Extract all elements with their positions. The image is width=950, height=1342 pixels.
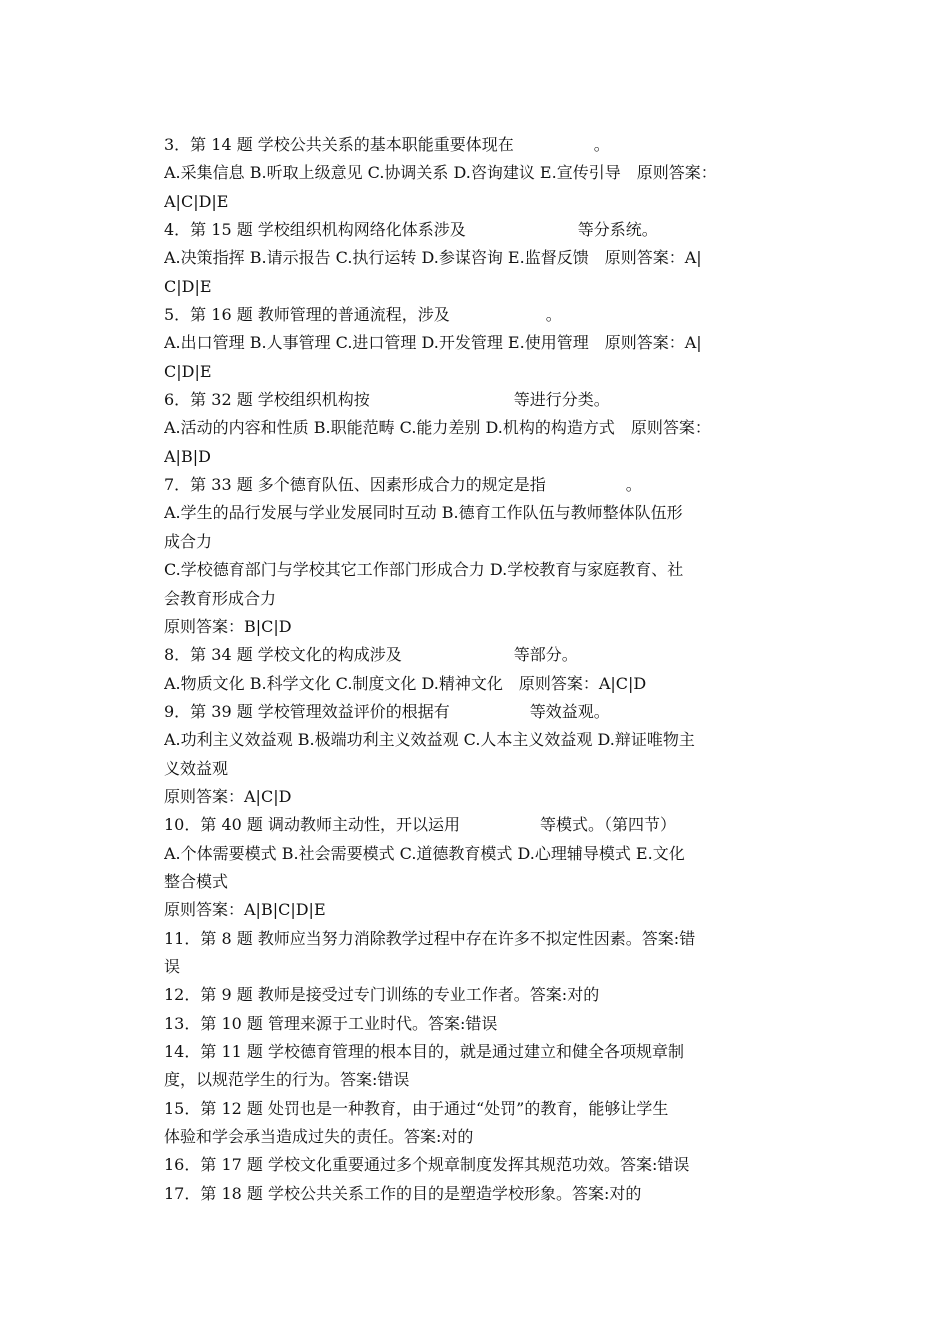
question-12-text: 12．第 9 题 教师是接受过专门训练的专业工作者。答案:对的 (164, 985, 600, 1005)
question-9-options-line: A.功利主义效益观 B.极端功利主义效益观 C.人本主义效益观 D.辩证唯物主 (164, 730, 695, 750)
question-5-text: 5．第 16 题 教师管理的普通流程，涉及 。 (164, 305, 562, 325)
question-7-text: 7．第 33 题 多个德育队伍、因素形成合力的规定是指 。 (164, 475, 642, 495)
question-11-text: 11．第 8 题 教师应当努力消除教学过程中存在许多不拟定性因素。答案:错 (164, 928, 696, 948)
question-9-text: 9．第 39 题 学校管理效益评价的根据有 等效益观。 (164, 701, 610, 721)
question-5-options: A.出口管理 B.人事管理 C.进口管理 D.开发管理 E.使用管理 原则答案：A| (164, 333, 702, 353)
question-9-answer: 原则答案：A|C|D (164, 786, 292, 806)
question-4-text: 4．第 15 题 学校组织机构网络化体系涉及 等分系统。 (164, 220, 658, 240)
question-8-options: A.物质文化 B.科学文化 C.制度文化 D.精神文化 原则答案：A|C|D (164, 673, 647, 693)
question-15-text: 15．第 12 题 处罚也是一种教育，由于通过“处罚”的教育，能够让学生 (164, 1098, 669, 1118)
question-4-options: A.决策指挥 B.请示报告 C.执行运转 D.参谋咨询 E.监督反馈 原则答案：A| (164, 248, 702, 268)
question-6-text: 6．第 32 题 学校组织机构按 等进行分类。 (164, 390, 610, 410)
question-9-options-line: 义效益观 (164, 758, 229, 778)
question-14-text: 14．第 11 题 学校德育管理的根本目的，就是通过建立和健全各项规章制 (164, 1042, 684, 1061)
question-6-options: A.活动的内容和性质 B.职能范畴 C.能力差别 D.机构的构造方式 原则答案： (164, 418, 711, 438)
question-16-text: 16．第 17 题 学校文化重要通过多个规章制度发挥其规范功效。答案:错误 (164, 1155, 690, 1175)
question-11-text-cont: 误 (164, 956, 181, 976)
question-6-answer: A|B|D (164, 446, 211, 466)
document-page (164, 131, 804, 1208)
question-14-text-cont: 度，以规范学生的行为。答案:错误 (164, 1070, 410, 1090)
question-15-text-cont: 体验和学会承当造成过失的责任。答案:对的 (164, 1127, 474, 1147)
question-3-text: 3．第 14 题 学校公共关系的基本职能重要体现在 。 (164, 135, 610, 154)
question-7-options-line: C.学校德育部门与学校其它工作部门形成合力 D.学校教育与家庭教育、社 (164, 560, 684, 580)
question-7-options-line: 会教育形成合力 (164, 588, 277, 608)
question-3-options: A.采集信息 B.听取上级意见 C.协调关系 D.咨询建议 E.宣传引导 原则答案： (164, 163, 717, 183)
question-10-options-line: 整合模式 (164, 871, 229, 891)
question-5-answer: C|D|E (164, 361, 212, 381)
question-10-answer: 原则答案：A|B|C|D|E (164, 900, 326, 920)
question-7-answer: 原则答案：B|C|D (164, 616, 292, 636)
question-7-options-line: A.学生的品行发展与学业发展同时互动 B.德育工作队伍与教师整体队伍形 (164, 503, 683, 523)
question-8-text: 8．第 34 题 学校文化的构成涉及 等部分。 (164, 645, 578, 665)
question-17-text: 17．第 18 题 学校公共关系工作的目的是塑造学校形象。答案:对的 (164, 1183, 642, 1203)
question-10-options-line: A.个体需要模式 B.社会需要模式 C.道德教育模式 D.心理辅导模式 E.文化 (164, 843, 685, 863)
question-10-text: 10．第 40 题 调动教师主动性，开以运用 等模式。（第四节） (164, 815, 676, 835)
question-7-options-line: 成合力 (164, 531, 213, 551)
question-13-text: 13．第 10 题 管理来源于工业时代。答案:错误 (164, 1013, 498, 1033)
question-3-answer: A|C|D|E (164, 191, 229, 211)
question-4-answer: C|D|E (164, 276, 212, 296)
